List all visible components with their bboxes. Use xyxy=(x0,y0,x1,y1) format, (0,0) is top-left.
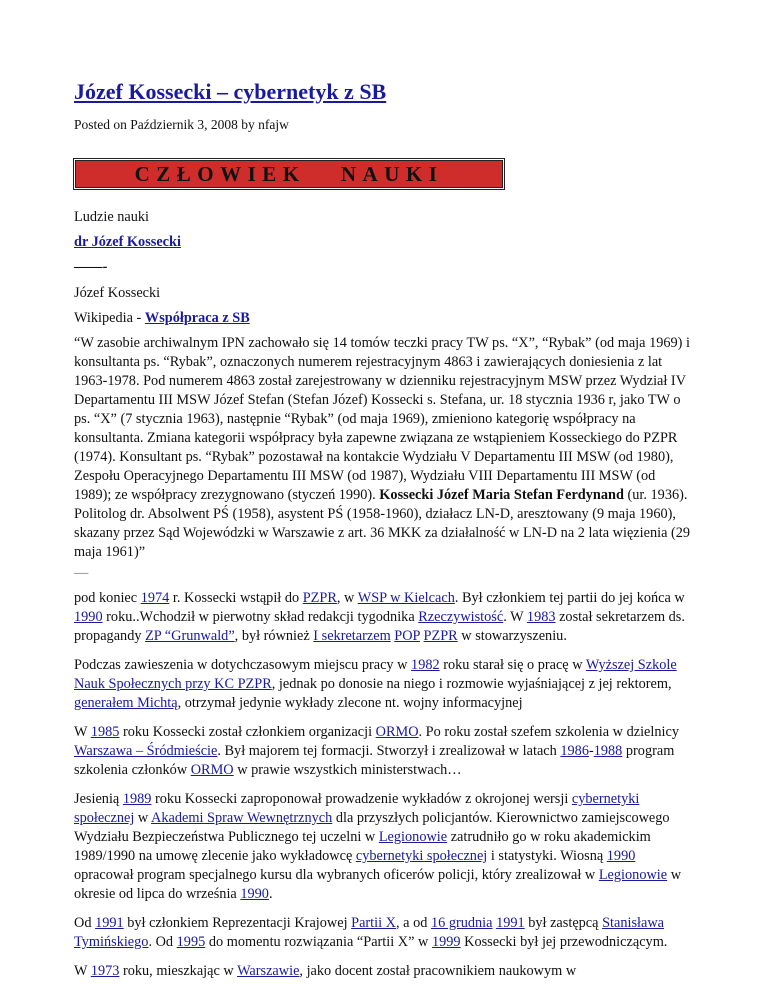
quote-paragraph xyxy=(74,334,694,562)
text: dla przyszłych policjantów. Kierownictwo zamiejscowego Wydziału Bezpieczeństwa Publicznego tej uczelni w xyxy=(74,810,670,845)
text: program szkolenia członków xyxy=(74,743,675,778)
separator: — xyxy=(74,565,89,581)
paragraph-4 xyxy=(74,790,694,904)
text: w xyxy=(134,810,152,826)
quote-bold: Kossecki Józef Maria Stefan Ferdynand xyxy=(379,487,624,503)
text: opracował program specjalnego kursu dla wybranych oficerów policji, który zrealizował w xyxy=(74,867,599,883)
text: , w xyxy=(336,590,358,606)
link[interactable]: 16 grudnia xyxy=(430,915,493,931)
text: został sekretarzem ds. propagandy xyxy=(74,609,685,644)
text: , był również xyxy=(234,628,314,644)
text: . Po roku został szefem szkolenia w dzielnicy xyxy=(418,724,679,740)
link[interactable]: 1989 xyxy=(122,791,152,807)
link[interactable]: Partii X xyxy=(351,915,396,931)
text: , otrzymał jedynie wykłady zlecone nt. wojny informacyjnej xyxy=(177,695,523,711)
text: Jesienią xyxy=(74,791,123,807)
link[interactable]: POP xyxy=(394,628,420,644)
link[interactable]: Warszawie xyxy=(237,963,300,979)
source-line xyxy=(74,309,694,328)
link[interactable]: Legionowie xyxy=(378,829,448,845)
text: w prawie wszystkich ministerstwach… xyxy=(233,762,462,778)
link[interactable]: PZPR xyxy=(302,590,337,606)
author-line xyxy=(74,233,694,252)
link[interactable]: ZP “Grunwald” xyxy=(145,628,235,644)
text: . W xyxy=(503,609,527,625)
text: roku, mieszkając w xyxy=(119,963,238,979)
paragraph-3 xyxy=(74,723,694,780)
text: był członkiem Reprezentacji Krajowej xyxy=(123,915,352,931)
link[interactable]: 1973 xyxy=(90,963,120,979)
link[interactable]: WSP w Kielcach xyxy=(357,590,455,606)
text: roku Kossecki został członkiem organizacji xyxy=(119,724,376,740)
link[interactable]: 1995 xyxy=(176,934,206,950)
link[interactable]: 1990 xyxy=(240,886,269,902)
link[interactable]: Legionowie xyxy=(598,867,668,883)
link[interactable]: 1991 xyxy=(496,915,525,931)
quote-text: “W zasobie archiwalnym IPN zachowało się 14 tomów teczki pracy TW ps. “X”, “Rybak” (od maja 1969) i konsultanta ps. “Rybak”, oznaczonych numerem rejestracyjnym 4863 i zawierających doniesienia z lat 1963-1978. Pod numerem 4863 został zarejestrowany w dzienniku rejestracyjnym MSW przez Wydział IV Departamentu III MSW Józef Stefan (Stefan Józef) Kossecki s. Stefana, ur. 18 stycznia 1936 r, jako TW o ps. “X” (7 stycznia 1963), następnie “Rybak” (od maja 1969), zmieniono kategorię współpracy na konsultanta. Zmiana kategorii współpracy była zapewne związana ze wstąpieniem Kosseckiego do PZPR (1974). Konsultant ps. “Rybak” pozostawał na kontakcie Wydziału V Departamentu III MSW (od 1980), Zespołu Operacyjnego Departamentu III MSW (od 1987), Wydziału VIII Departamentu III MSW (od 1989); ze współpracy zrezygnowano (styczeń 1990). xyxy=(74,335,690,503)
category-line: Ludzie nauki xyxy=(74,209,150,225)
link[interactable]: Rzeczywistość xyxy=(418,609,504,625)
text: w okresie od lipca do września xyxy=(74,867,682,902)
source-prefix: Wikipedia - xyxy=(74,310,145,326)
text: r. Kossecki wstąpił do xyxy=(169,590,303,606)
text: . Był majorem tej formacji. Stworzył i zrealizował w latach xyxy=(217,743,561,759)
paragraph-1 xyxy=(74,589,694,646)
link[interactable]: 1985 xyxy=(90,724,120,740)
post-meta: Posted on Październik 3, 2008 by nfajw xyxy=(74,117,289,132)
link[interactable]: cybernetyki społecznej xyxy=(355,848,488,864)
link[interactable]: 1988 xyxy=(593,743,623,759)
link[interactable]: ORMO xyxy=(190,762,234,778)
link[interactable]: PZPR xyxy=(423,628,458,644)
link[interactable]: Wyższej Szkole Nauk Społecznych przy KC PZPR xyxy=(74,657,677,692)
link[interactable]: I sekretarzem xyxy=(313,628,391,644)
text: w stowarzyszeniu. xyxy=(457,628,567,644)
paragraph-6 xyxy=(74,962,694,981)
text: , jednak po donosie na niego i rozmowie wyjaśniającej z jej rektorem, xyxy=(271,676,672,692)
link[interactable]: generałem Michtą xyxy=(74,695,178,711)
quote-text-end: (ur. 1936). Politolog dr. Absolwent PŚ (1958), asystent PŚ (1958-1960), działacz LN-D, aresztowany (9 maja 1960), skazany przez Sąd Wojewódzki w Warszawie z art. 36 MKK za działalność w LN-D na 2 lata więzienia (29 maja 1961)” xyxy=(74,487,691,560)
link[interactable]: 1991 xyxy=(95,915,124,931)
text: roku starał się o pracę w xyxy=(439,657,586,673)
text: Kossecki był jej przewodniczącym. xyxy=(460,934,668,950)
post-title-link[interactable]: Józef Kossecki – cybernetyk z SB xyxy=(74,79,387,104)
text: W xyxy=(74,724,91,740)
text: do momentu rozwiązania “Partii X” w xyxy=(205,934,432,950)
text: roku Kossecki zaproponował prowadzenie wykładów z okrojonej wersji xyxy=(151,791,572,807)
link[interactable]: cybernetyki społecznej xyxy=(74,791,640,826)
link[interactable]: ORMO xyxy=(375,724,419,740)
link[interactable]: 1990 xyxy=(606,848,636,864)
link[interactable]: Stanisława Tymińskiego xyxy=(74,915,665,950)
link[interactable]: 1986 xyxy=(560,743,589,759)
text: był zastępcą xyxy=(524,915,603,931)
divider-text: ——- xyxy=(74,259,108,275)
subject-name: Józef Kossecki xyxy=(74,285,161,301)
author-link[interactable]: dr Józef Kossecki xyxy=(74,234,181,250)
paragraph-2 xyxy=(74,656,694,713)
text: roku..Wchodził w pierwotny skład redakcji tygodnika xyxy=(102,609,419,625)
link[interactable]: Warszawa – Śródmieście xyxy=(74,743,218,759)
post-title xyxy=(74,78,694,106)
link[interactable]: 1982 xyxy=(411,657,440,673)
text: i statystyki. Wiosną xyxy=(487,848,607,864)
text: . Od xyxy=(148,934,177,950)
text: Podczas zawieszenia w dotychczasowym miejscu pracy w xyxy=(74,657,412,673)
article xyxy=(74,78,694,981)
link[interactable]: 1999 xyxy=(431,934,461,950)
text: , a od xyxy=(396,915,431,931)
text: - xyxy=(588,743,594,759)
text: pod koniec xyxy=(74,590,141,606)
section-banner: CZŁOWIEK NAUKI xyxy=(75,160,503,188)
link[interactable]: 1974 xyxy=(140,590,170,606)
text: zatrudniło go w roku akademickim 1989/1990 na umowę zlecenie jako wykładowcę xyxy=(74,829,651,864)
text: . Był członkiem tej partii do jej końca w xyxy=(454,590,685,606)
text: , jako docent został pracownikiem naukowym w xyxy=(299,963,577,979)
text: . xyxy=(268,886,273,902)
link[interactable]: Akademi Spraw Wewnętrznych xyxy=(151,810,333,826)
text: Od xyxy=(74,915,96,931)
paragraph-5 xyxy=(74,914,694,952)
source-link[interactable]: Współpraca z SB xyxy=(144,310,250,326)
text: W xyxy=(74,963,91,979)
link[interactable]: 1990 xyxy=(74,609,103,625)
link[interactable]: 1983 xyxy=(526,609,556,625)
